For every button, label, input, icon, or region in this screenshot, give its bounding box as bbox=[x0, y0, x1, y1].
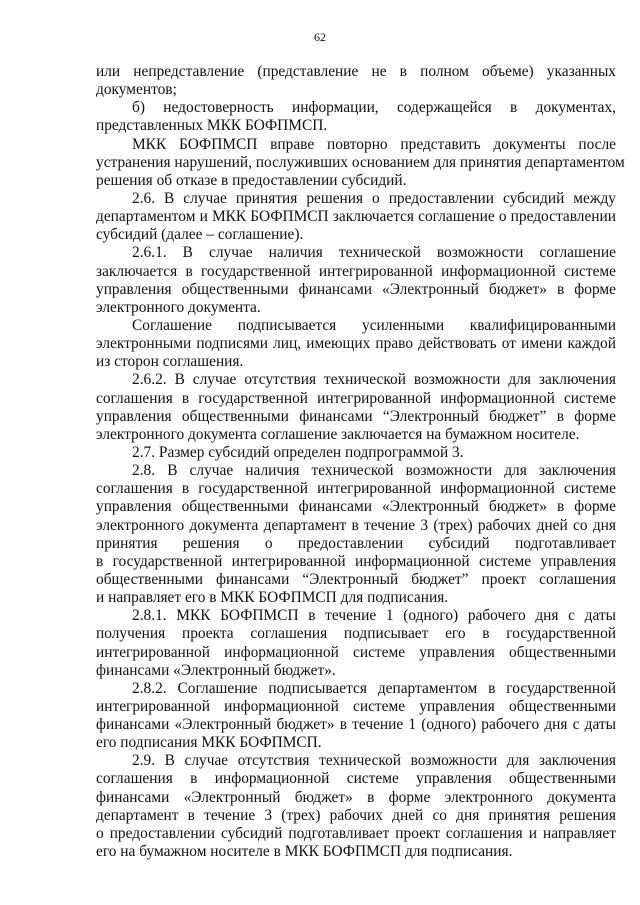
paragraph bbox=[96, 190, 616, 244]
text-line: управления общественными финансами “Электронный бюджет” в форме bbox=[96, 407, 616, 425]
paragraph bbox=[96, 135, 625, 190]
text-line: его на бумажном носителе в МКК БОФПМСП для подписания. bbox=[96, 843, 513, 861]
paragraph bbox=[96, 462, 616, 607]
text-line: соглашения в государственной интегрированной информационной системе bbox=[96, 389, 616, 407]
text-line: решения об отказе в предоставлении субсидий. bbox=[96, 171, 407, 189]
text-line: соглашения в информационной системе управления общественными bbox=[96, 770, 616, 788]
text-line: электронного документа департамент в течение 3 (трех) рабочих дней со дня bbox=[96, 516, 616, 534]
text-line: 2.7. Размер субсидий определен подпрограммой 3. bbox=[132, 443, 464, 461]
text-line: интегрированной информационной системе управления общественными bbox=[96, 643, 616, 661]
text-line: 2.9. В случае отсутствия технической возможности для заключения bbox=[132, 752, 616, 770]
text-line: 2.8.2. Соглашение подписывается департаментом в государственной bbox=[132, 679, 616, 697]
text-line: его подписания МКК БОФПМСП. bbox=[96, 734, 322, 752]
paragraph bbox=[96, 371, 616, 444]
text-line: 2.6.1. В случае наличия технической возможности соглашение bbox=[132, 244, 616, 262]
paragraph bbox=[96, 244, 616, 317]
text-line: управления общественными финансами «Электронный бюджет» в форме bbox=[96, 498, 616, 516]
text-line: представленных МКК БОФПМСП. bbox=[96, 117, 328, 135]
paragraph bbox=[96, 752, 616, 861]
text-line: заключается в государственной интегрированной информационной системе bbox=[96, 262, 616, 280]
text-line: департаментом и МКК БОФПМСП заключается соглашение о предоставлении bbox=[96, 208, 616, 226]
text-line: интегрированной информационной системе управления общественными bbox=[96, 697, 616, 715]
paragraph bbox=[96, 444, 616, 462]
text-line: принятия решения о предоставлении субсидий подготавливает bbox=[96, 534, 616, 552]
text-line: 2.6. В случае принятия решения о предоставлении субсидий между bbox=[132, 189, 616, 207]
paragraph bbox=[96, 607, 616, 680]
text-line: б) недостоверность информации, содержащейся в документах, bbox=[132, 99, 616, 117]
text-line: Соглашение подписывается усиленными квалифицированными bbox=[132, 316, 616, 334]
text-line: управления общественными финансами «Электронный бюджет» в форме bbox=[96, 280, 616, 298]
text-line: 2.6.2. В случае отсутствия технической возможности для заключения bbox=[132, 371, 616, 389]
text-line: или непредставление (представление не в полном объеме) указанных bbox=[96, 63, 616, 80]
text-line: субсидий (далее – соглашение). bbox=[96, 226, 304, 244]
text-line: соглашения в государственной интегрированной информационной системе bbox=[96, 480, 616, 498]
text-line: электронного документа соглашение заключается на бумажном носителе. bbox=[96, 425, 580, 443]
text-line: общественными финансами “Электронный бюджет” проект соглашения bbox=[96, 570, 616, 588]
paragraph bbox=[96, 99, 616, 135]
text-line: из сторон соглашения. bbox=[96, 353, 244, 371]
text-line: МКК БОФПМСП вправе повторно представить документы после bbox=[132, 135, 616, 153]
page-number: 62 bbox=[314, 30, 326, 44]
text-line: получения проекта соглашения подписывает его в государственной bbox=[96, 625, 616, 643]
text-line: устранения нарушений, послуживших основанием для принятия департаментом bbox=[96, 153, 625, 171]
paragraph bbox=[96, 317, 616, 371]
text-line: и направляет его в МКК БОФПМСП для подписания. bbox=[96, 589, 449, 607]
paragraph bbox=[96, 63, 616, 99]
text-line: финансами «Электронный бюджет» в течение 1 (одного) рабочего дня с даты bbox=[96, 716, 616, 734]
text-line: документов; bbox=[96, 81, 177, 99]
paragraph bbox=[96, 680, 616, 753]
text-line: 2.8. В случае наличия технической возможности для заключения bbox=[132, 462, 616, 480]
document-body bbox=[96, 63, 625, 861]
text-line: о предоставлении субсидий подготавливает проект соглашения и направляет bbox=[96, 824, 616, 842]
text-line: в государственной интегрированной информационной системе управления bbox=[96, 552, 616, 570]
text-line: 2.8.1. МКК БОФПМСП в течение 1 (одного) рабочего дня с даты bbox=[132, 607, 616, 625]
text-line: финансами «Электронный бюджет». bbox=[96, 661, 336, 679]
text-line: электронными подписями лиц, имеющих право действовать от имени каждой bbox=[96, 335, 616, 353]
text-line: департамент в течение 3 (трех) рабочих дней со дня принятия решения bbox=[96, 806, 616, 824]
text-line: электронного документа. bbox=[96, 298, 261, 316]
text-line: финансами «Электронный бюджет» в форме электронного документа bbox=[96, 788, 616, 806]
